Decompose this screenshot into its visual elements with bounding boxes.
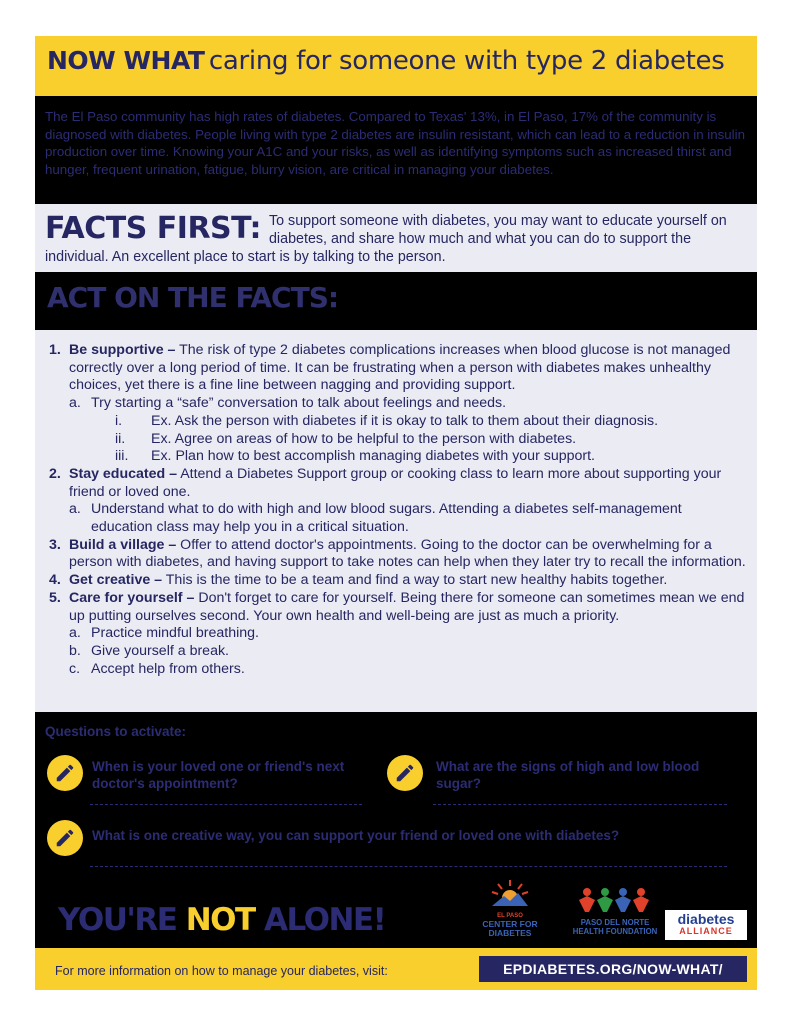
sub-sub-item xyxy=(45,448,747,466)
sub-item xyxy=(69,661,747,679)
list-item xyxy=(45,466,747,537)
sub-letter: b. xyxy=(69,642,81,659)
item-text: This is the time to be a team and find a way to start new healthy habits together. xyxy=(162,572,668,589)
intro-paragraph: The El Paso community has high rates of diabetes. Compared to Texas' 13%, in El Paso, 17% of the community is diagnosed with diabetes. People living with type 2 diabetes are insulin resistant, which can lead to a reduction in insulin production over time. Knowing your A1C and your risks, as well as identifying symptoms such as increased thirst and hunger, frequent urination, fatigue, blurry vision, are critical in managing your diabetes. xyxy=(45,109,745,177)
sub-sub-text: Ex. Plan how to best accomplish managing diabetes with your support. xyxy=(151,448,595,465)
item-number: 4. xyxy=(49,572,61,589)
list-item xyxy=(45,342,747,413)
sun-mountain-icon xyxy=(488,878,532,908)
answer-line-3[interactable] xyxy=(90,866,727,867)
sub-item xyxy=(69,625,747,643)
item-text: Attend a Diabetes Support group or cooking class to learn more about supporting your friend or loved one. xyxy=(69,465,722,500)
item-number: 5. xyxy=(49,589,61,606)
flyer-page xyxy=(35,36,757,990)
website-link[interactable]: EPDIABETES.ORG/NOW-WHAT/ xyxy=(479,956,747,982)
sub-sub-text: Ex. Ask the person with diabetes if it is okay to talk to them about their diagnosis. xyxy=(151,412,659,429)
sub-text: Give yourself a break. xyxy=(91,642,229,659)
da-bottom-text: ALLIANCE xyxy=(679,926,733,936)
sub-item xyxy=(69,395,747,413)
slogan-part-3: ALONE! xyxy=(254,902,386,938)
roman-numeral: iii. xyxy=(115,448,129,465)
footer-bar xyxy=(35,948,757,990)
item-number: 3. xyxy=(49,536,61,553)
sub-item xyxy=(69,501,747,536)
sub-text: Understand what to do with high and low blood sugars. Attending a diabetes self-management education class may help you in a critical situation. xyxy=(91,501,682,536)
roman-numeral: ii. xyxy=(115,430,126,447)
pencil-icon xyxy=(387,755,423,791)
da-top-text: diabetes xyxy=(677,911,735,927)
sub-sub-text: Ex. Agree on areas of how to be helpful to the person with diabetes. xyxy=(151,430,577,447)
sub-letter: a. xyxy=(69,625,81,642)
paso-del-norte-logo xyxy=(565,884,665,942)
list-item xyxy=(45,537,747,572)
slogan-part-2: NOT xyxy=(185,902,255,938)
diabetes-alliance-logo xyxy=(665,910,747,940)
pencil-icon xyxy=(47,755,83,791)
sub-letter: c. xyxy=(69,660,81,677)
item-title: Care for yourself – xyxy=(69,589,195,606)
pencil-icon xyxy=(47,820,83,856)
people-figures-icon xyxy=(575,884,655,914)
header-banner xyxy=(35,36,757,96)
sub-text: Accept help from others. xyxy=(91,660,245,677)
facts-first-title: FACTS FIRST: xyxy=(45,211,261,246)
item-text: Offer to attend doctor's appointments. Going to the doctor can be overwhelming for a person with diabetes, and having support to take notes can help when they later try to recall the information. xyxy=(69,536,746,571)
sub-sub-item xyxy=(45,413,747,431)
list-item xyxy=(45,572,747,590)
question-3: What is one creative way, you can support your friend or loved one with diabetes? xyxy=(92,828,620,843)
facts-first-box xyxy=(35,204,757,272)
item-text: Don't forget to care for yourself. Being there for someone can sometimes mean we end up putting ourselves second. Your own health and well-being are just as much a priority. xyxy=(69,589,745,624)
header-subtitle: caring for someone with type 2 diabetes xyxy=(208,46,725,76)
sub-text: Practice mindful breathing. xyxy=(91,625,259,642)
item-title: Build a village – xyxy=(69,536,177,553)
questions-title: Questions to activate: xyxy=(45,724,187,739)
item-title: Stay educated – xyxy=(69,465,178,482)
logo-big-text: CENTER FOR DIABETES xyxy=(482,919,538,938)
question-1: When is your loved one or friend's next doctor's appointment? xyxy=(92,759,345,791)
pdn-text: PASO DEL NORTE HEALTH FOUNDATION xyxy=(572,918,658,936)
logo-small-text: EL PASO xyxy=(497,913,523,919)
action-list xyxy=(35,330,757,712)
item-number: 2. xyxy=(49,465,61,482)
item-text: The risk of type 2 diabetes complications increases when blood glucose is not managed correctly over a long period of time. It can be frustrating when a person with diabetes makes unhealthy choices, yet there is a fine line between nagging and providing support. xyxy=(69,342,731,394)
question-2: What are the signs of high and low blood sugar? xyxy=(436,759,700,791)
item-title: Get creative – xyxy=(69,572,163,589)
sub-letter: a. xyxy=(69,395,81,412)
act-on-facts-title: ACT ON THE FACTS: xyxy=(47,281,339,314)
sub-sub-item xyxy=(45,431,747,449)
sub-item xyxy=(69,643,747,661)
answer-line-2[interactable] xyxy=(433,804,727,805)
sub-letter: a. xyxy=(69,501,81,518)
item-number: 1. xyxy=(49,342,61,358)
slogan-part-1: YOU'RE xyxy=(58,902,186,938)
answer-line-1[interactable] xyxy=(90,804,362,805)
now-what-title: NOW WHAT xyxy=(47,46,205,75)
footer-text: For more information on how to manage your diabetes, visit: xyxy=(55,964,388,978)
list-item xyxy=(45,590,747,679)
facts-first-text: To support someone with diabetes, you may want to educate yourself on diabetes, and share how much and what you can do to support the individual. An excellent place to start is by talking to the person. xyxy=(45,213,727,265)
item-title: Be supportive – xyxy=(69,342,176,358)
not-alone-slogan xyxy=(58,902,385,938)
sub-text: Try starting a “safe” conversation to talk about feelings and needs. xyxy=(91,395,507,412)
el-paso-center-for-diabetes-logo xyxy=(475,878,545,940)
roman-numeral: i. xyxy=(115,412,123,429)
